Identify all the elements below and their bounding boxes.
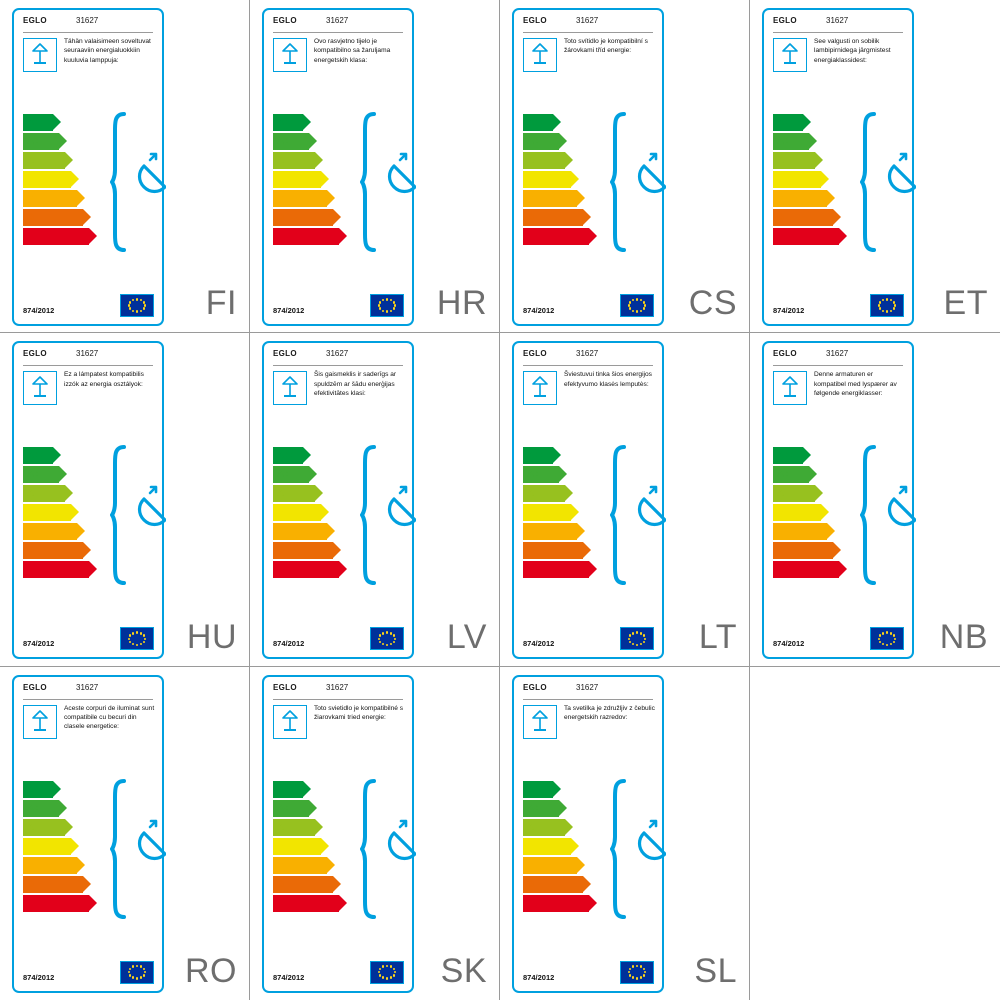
energy-class-label: B	[527, 174, 534, 185]
energy-class-bar	[23, 228, 103, 245]
energy-class-bar	[23, 819, 103, 836]
energy-class-bar	[23, 466, 103, 483]
energy-class-bar	[523, 857, 603, 874]
energy-label-cell-hu	[0, 333, 250, 666]
energy-class-label: A++	[527, 450, 545, 462]
energy-class-bar	[23, 133, 103, 150]
lamp-icon	[23, 38, 57, 72]
model-number: 31627	[826, 16, 849, 25]
energy-label-card	[12, 675, 164, 993]
energy-label-cell-sl	[500, 667, 750, 1000]
energy-label-card	[512, 8, 664, 326]
energy-class-scale	[523, 447, 603, 580]
energy-class-bar	[523, 114, 603, 131]
brand-row	[764, 16, 912, 32]
brand-row	[514, 683, 662, 699]
regulation-code: 874/2012	[523, 639, 555, 649]
divider	[273, 32, 403, 33]
energy-class-label: A+	[27, 469, 40, 481]
energy-class-label: A++	[277, 783, 295, 795]
energy-class-bar	[23, 447, 103, 464]
energy-class-bar	[523, 447, 603, 464]
divider	[523, 365, 653, 366]
brand-row	[14, 16, 162, 32]
divider	[523, 32, 653, 33]
brand-name: EGLO	[773, 16, 797, 25]
energy-class-bar	[273, 895, 353, 912]
energy-class-bar	[523, 228, 603, 245]
brand-row	[514, 349, 662, 365]
model-number: 31627	[76, 16, 99, 25]
compatibility-text: Šviestuvui tinka šios energijos efektyvumo klasės lemputės:	[564, 371, 652, 388]
brand-row	[14, 683, 162, 699]
model-number: 31627	[826, 349, 849, 359]
energy-class-bar	[273, 561, 353, 578]
energy-class-label: A+	[27, 802, 40, 814]
brand-row	[264, 16, 412, 32]
brand-name: EGLO	[523, 16, 547, 25]
energy-class-bar	[23, 171, 103, 188]
lamp-icon	[273, 705, 307, 739]
bulb-graphic	[110, 777, 166, 922]
compatibility-text: See valgusti on sobilik lambipirnidega järgmistest energiaklassidest:	[814, 38, 891, 64]
model-number: 31627	[326, 16, 349, 25]
brand-name: EGLO	[273, 16, 297, 25]
energy-class-label: A+	[27, 136, 40, 147]
regulation-code: 874/2012	[523, 306, 555, 315]
energy-label-card	[262, 675, 414, 993]
regulation-code: 874/2012	[23, 306, 55, 315]
brand-row	[514, 16, 662, 32]
energy-class-label: E	[777, 231, 784, 242]
language-code: ET	[943, 284, 988, 323]
energy-label-card	[262, 8, 414, 326]
model-number: 31627	[326, 682, 349, 692]
energy-label-card	[12, 8, 164, 326]
energy-class-label: A++	[527, 117, 545, 128]
compatibility-text: Denne armaturen er kompatibel med lyspærer av følgende energiklasser:	[814, 371, 897, 398]
language-code: NB	[939, 617, 988, 656]
energy-class-bar	[523, 838, 603, 855]
energy-class-label: E	[277, 564, 284, 576]
bulb-graphic	[110, 110, 166, 255]
energy-class-bar	[523, 876, 603, 893]
energy-class-bar	[23, 209, 103, 226]
compatibility-text: Aceste corpuri de iluminat sunt compatibile cu becuri din claselе energetice:	[64, 704, 155, 731]
energy-class-label: D	[27, 212, 34, 223]
energy-class-bar	[273, 800, 353, 817]
energy-label-cell-fi	[0, 0, 250, 333]
energy-class-bar	[523, 190, 603, 207]
divider	[773, 32, 903, 33]
divider	[273, 699, 403, 700]
energy-class-bar	[523, 781, 603, 798]
language-code: CS	[688, 284, 737, 323]
regulation-code: 874/2012	[273, 639, 305, 649]
energy-class-bar	[273, 876, 353, 893]
energy-class-label: A+	[527, 802, 540, 814]
energy-label-cell-lv	[250, 333, 500, 666]
energy-class-label: A+	[277, 802, 290, 814]
energy-class-label: A+	[777, 469, 790, 481]
brand-name: EGLO	[23, 349, 47, 359]
energy-class-bar	[23, 895, 103, 912]
energy-label-card	[762, 8, 914, 326]
eu-flag-icon	[120, 627, 154, 650]
divider	[273, 365, 403, 366]
language-code: LT	[698, 617, 737, 656]
energy-class-bar	[273, 133, 353, 150]
energy-class-label: C	[527, 193, 534, 204]
energy-class-scale	[23, 781, 103, 914]
language-code: SL	[694, 951, 737, 990]
energy-class-label: A	[527, 821, 534, 833]
energy-class-bar	[23, 504, 103, 521]
energy-class-label: A	[27, 488, 34, 500]
energy-class-label: A	[277, 488, 284, 500]
energy-class-bar	[773, 209, 853, 226]
energy-label-cell-ro	[0, 667, 250, 1000]
energy-class-label: A++	[777, 450, 795, 462]
energy-class-bar	[273, 819, 353, 836]
energy-class-bar	[23, 876, 103, 893]
brand-name: EGLO	[523, 349, 547, 359]
energy-class-bar	[273, 152, 353, 169]
lamp-icon	[523, 371, 557, 405]
regulation-code: 874/2012	[273, 306, 305, 315]
energy-class-label: A	[277, 821, 284, 833]
energy-class-bar	[523, 561, 603, 578]
energy-class-bar	[23, 838, 103, 855]
regulation-code: 874/2012	[23, 972, 55, 982]
energy-class-bar	[773, 466, 853, 483]
language-code: LV	[446, 617, 487, 656]
divider	[773, 365, 903, 366]
energy-class-bar	[773, 171, 853, 188]
lamp-icon	[273, 38, 307, 72]
energy-class-label: C	[777, 526, 784, 538]
eu-flag-icon	[120, 294, 154, 317]
energy-class-bar	[773, 114, 853, 131]
energy-class-bar	[273, 190, 353, 207]
energy-class-bar	[523, 466, 603, 483]
energy-class-label: B	[27, 507, 34, 519]
lamp-icon	[273, 371, 307, 405]
energy-class-bar	[23, 485, 103, 502]
language-code: FI	[205, 284, 237, 323]
eu-flag-icon	[370, 627, 404, 650]
model-number: 31627	[576, 682, 599, 692]
energy-class-bar	[523, 523, 603, 540]
energy-class-label: D	[27, 878, 34, 890]
energy-class-bar	[773, 523, 853, 540]
energy-class-label: A++	[527, 783, 545, 795]
bulb-graphic	[610, 443, 666, 588]
energy-class-bar	[273, 857, 353, 874]
energy-class-label: A	[527, 155, 534, 166]
model-number: 31627	[576, 16, 599, 25]
energy-class-label: B	[777, 507, 784, 519]
language-code: HR	[436, 284, 487, 323]
energy-class-label: D	[277, 545, 284, 557]
brand-name: EGLO	[523, 682, 547, 692]
energy-class-bar	[273, 171, 353, 188]
energy-class-label: D	[777, 545, 784, 557]
energy-class-bar	[773, 485, 853, 502]
eu-flag-icon	[370, 294, 404, 317]
energy-class-bar	[773, 542, 853, 559]
lamp-icon	[23, 705, 57, 739]
brand-row	[264, 683, 412, 699]
energy-class-bar	[523, 171, 603, 188]
divider	[23, 699, 153, 700]
energy-label-cell-lt	[500, 333, 750, 666]
energy-class-bar	[523, 800, 603, 817]
energy-class-label: E	[527, 897, 534, 909]
energy-label-cell-sk	[250, 667, 500, 1000]
bulb-graphic	[610, 777, 666, 922]
energy-class-bar	[273, 114, 353, 131]
energy-class-label: A++	[277, 117, 295, 128]
energy-class-label: D	[527, 212, 534, 223]
compatibility-text: Šis gaismeklis ir saderīgs ar spuldzēm ar šādu enerģijas efektivitātes klasi:	[314, 371, 397, 398]
model-number: 31627	[76, 349, 99, 359]
bulb-graphic	[360, 443, 416, 588]
energy-class-label: B	[277, 174, 284, 185]
energy-class-scale	[273, 781, 353, 914]
energy-class-label: E	[27, 897, 34, 909]
energy-class-bar	[773, 447, 853, 464]
energy-class-label: A	[27, 155, 34, 166]
energy-class-label: A+	[777, 136, 790, 147]
energy-class-label: A+	[277, 136, 290, 147]
energy-class-label: B	[27, 174, 34, 185]
energy-class-label: D	[777, 212, 784, 223]
energy-class-bar	[773, 504, 853, 521]
eu-flag-icon	[870, 627, 904, 650]
eu-flag-icon	[620, 627, 654, 650]
regulation-code: 874/2012	[273, 972, 305, 982]
regulation-code: 874/2012	[773, 306, 805, 315]
lamp-icon	[523, 705, 557, 739]
brand-name: EGLO	[273, 682, 297, 692]
energy-label-cell-cs	[500, 0, 750, 333]
eu-flag-icon	[120, 961, 154, 984]
energy-class-bar	[523, 819, 603, 836]
divider	[23, 365, 153, 366]
eu-flag-icon	[620, 961, 654, 984]
energy-class-bar	[23, 561, 103, 578]
energy-class-label: E	[277, 231, 284, 242]
energy-class-label: A++	[777, 117, 795, 128]
energy-class-label: C	[277, 193, 284, 204]
bulb-graphic	[360, 777, 416, 922]
energy-label-card	[512, 341, 664, 659]
energy-class-bar	[23, 523, 103, 540]
energy-class-label: B	[527, 840, 534, 852]
bulb-graphic	[860, 443, 916, 588]
energy-class-label: A+	[527, 136, 540, 147]
energy-class-label: B	[27, 840, 34, 852]
language-code: HU	[186, 617, 237, 656]
brand-name: EGLO	[23, 682, 47, 692]
energy-label-card	[512, 675, 664, 993]
energy-class-label: C	[277, 859, 284, 871]
energy-class-label: A	[777, 488, 784, 500]
energy-class-scale	[23, 114, 103, 247]
energy-class-label: A	[527, 488, 534, 500]
brand-row	[14, 349, 162, 365]
energy-class-bar	[23, 800, 103, 817]
energy-class-label: D	[27, 545, 34, 557]
energy-class-label: A	[277, 155, 284, 166]
energy-class-label: E	[277, 897, 284, 909]
energy-class-label: C	[27, 859, 34, 871]
energy-class-bar	[273, 504, 353, 521]
energy-class-scale	[523, 781, 603, 914]
energy-class-label: A++	[27, 117, 45, 128]
lamp-icon	[773, 371, 807, 405]
bulb-graphic	[860, 110, 916, 255]
energy-class-bar	[273, 542, 353, 559]
energy-class-label: A++	[27, 783, 45, 795]
brand-name: EGLO	[273, 349, 297, 359]
brand-name: EGLO	[23, 16, 47, 25]
energy-class-label: E	[27, 564, 34, 576]
energy-class-bar	[23, 542, 103, 559]
energy-class-bar	[773, 152, 853, 169]
energy-class-label: C	[27, 193, 34, 204]
energy-class-label: C	[777, 193, 784, 204]
energy-class-scale	[523, 114, 603, 247]
model-number: 31627	[576, 349, 599, 359]
energy-class-bar	[523, 485, 603, 502]
energy-class-bar	[773, 133, 853, 150]
model-number: 31627	[76, 682, 99, 692]
divider	[23, 32, 153, 33]
energy-class-bar	[23, 114, 103, 131]
energy-class-bar	[273, 466, 353, 483]
energy-label-card	[262, 341, 414, 659]
energy-class-label: A++	[277, 450, 295, 462]
energy-class-bar	[773, 561, 853, 578]
energy-class-bar	[273, 447, 353, 464]
lamp-icon	[23, 371, 57, 405]
energy-class-scale	[773, 114, 853, 247]
energy-class-label: B	[777, 174, 784, 185]
energy-class-bar	[23, 190, 103, 207]
energy-class-bar	[523, 152, 603, 169]
energy-class-bar	[23, 152, 103, 169]
compatibility-text: Tähän valaisimeen soveltuvat seuraaviin energialuokkiin kuuluvia lamppuja:	[64, 38, 151, 64]
energy-class-label: D	[527, 545, 534, 557]
energy-class-bar	[273, 228, 353, 245]
energy-class-scale	[23, 447, 103, 580]
energy-class-scale	[273, 114, 353, 247]
model-number: 31627	[326, 349, 349, 359]
energy-class-scale	[773, 447, 853, 580]
regulation-code: 874/2012	[773, 639, 805, 649]
divider	[523, 699, 653, 700]
energy-class-bar	[273, 781, 353, 798]
energy-label-cell-et	[750, 0, 1000, 333]
energy-class-label: A+	[277, 469, 290, 481]
bulb-graphic	[610, 110, 666, 255]
energy-class-bar	[773, 228, 853, 245]
energy-class-label: E	[527, 231, 534, 242]
bulb-graphic	[360, 110, 416, 255]
energy-class-label: C	[27, 526, 34, 538]
energy-class-label: A	[27, 821, 34, 833]
energy-class-label: E	[27, 231, 34, 242]
energy-class-label: D	[277, 878, 284, 890]
energy-class-label: E	[527, 564, 534, 576]
energy-class-label: B	[277, 507, 284, 519]
energy-class-label: A	[777, 155, 784, 166]
energy-class-bar	[23, 857, 103, 874]
energy-class-bar	[523, 209, 603, 226]
regulation-code: 874/2012	[523, 972, 555, 982]
energy-class-bar	[773, 190, 853, 207]
compatibility-text: Toto svietidlo je kompatibilné s žiarovkami tried energie:	[314, 704, 404, 722]
regulation-code: 874/2012	[23, 639, 55, 649]
energy-label-card	[12, 341, 164, 659]
eu-flag-icon	[870, 294, 904, 317]
eu-flag-icon	[370, 961, 404, 984]
compatibility-text: Ez a lámpatest kompatibilis izzók az energia osztályok:	[64, 371, 144, 388]
energy-class-label: C	[527, 859, 534, 871]
energy-class-label: D	[277, 212, 284, 223]
energy-class-label: B	[277, 840, 284, 852]
brand-name: EGLO	[773, 349, 797, 359]
energy-class-bar	[273, 209, 353, 226]
eu-flag-icon	[620, 294, 654, 317]
energy-class-bar	[23, 781, 103, 798]
energy-class-bar	[523, 133, 603, 150]
energy-class-label: E	[777, 564, 784, 576]
language-code: SK	[440, 951, 487, 990]
compatibility-text: Ta svetilka je združljiv z čebulic energetskih razredov:	[564, 704, 655, 722]
energy-class-label: C	[277, 526, 284, 538]
energy-label-cell-hr	[250, 0, 500, 333]
energy-label-card	[762, 341, 914, 659]
energy-class-scale	[273, 447, 353, 580]
energy-class-bar	[523, 542, 603, 559]
energy-class-label: B	[527, 507, 534, 519]
energy-class-label: D	[527, 878, 534, 890]
energy-class-bar	[523, 895, 603, 912]
compatibility-text: Ovo rasvjetno tijelo je kompatibilno sa žaruljama energetskih klasa:	[314, 38, 391, 64]
energy-class-label: A+	[527, 469, 540, 481]
lamp-icon	[773, 38, 807, 72]
compatibility-text: Toto svítidlo je kompatibilní s žárovkami tříd energie:	[564, 38, 648, 55]
energy-class-bar	[273, 523, 353, 540]
brand-row	[264, 349, 412, 365]
energy-class-bar	[523, 504, 603, 521]
energy-class-label: C	[527, 526, 534, 538]
energy-class-bar	[273, 838, 353, 855]
lamp-icon	[523, 38, 557, 72]
energy-class-label: A++	[27, 450, 45, 462]
energy-class-bar	[273, 485, 353, 502]
bulb-graphic	[110, 443, 166, 588]
brand-row	[764, 349, 912, 365]
language-code: RO	[185, 951, 237, 990]
energy-label-cell-nb	[750, 333, 1000, 666]
empty-cell	[750, 667, 1000, 1000]
